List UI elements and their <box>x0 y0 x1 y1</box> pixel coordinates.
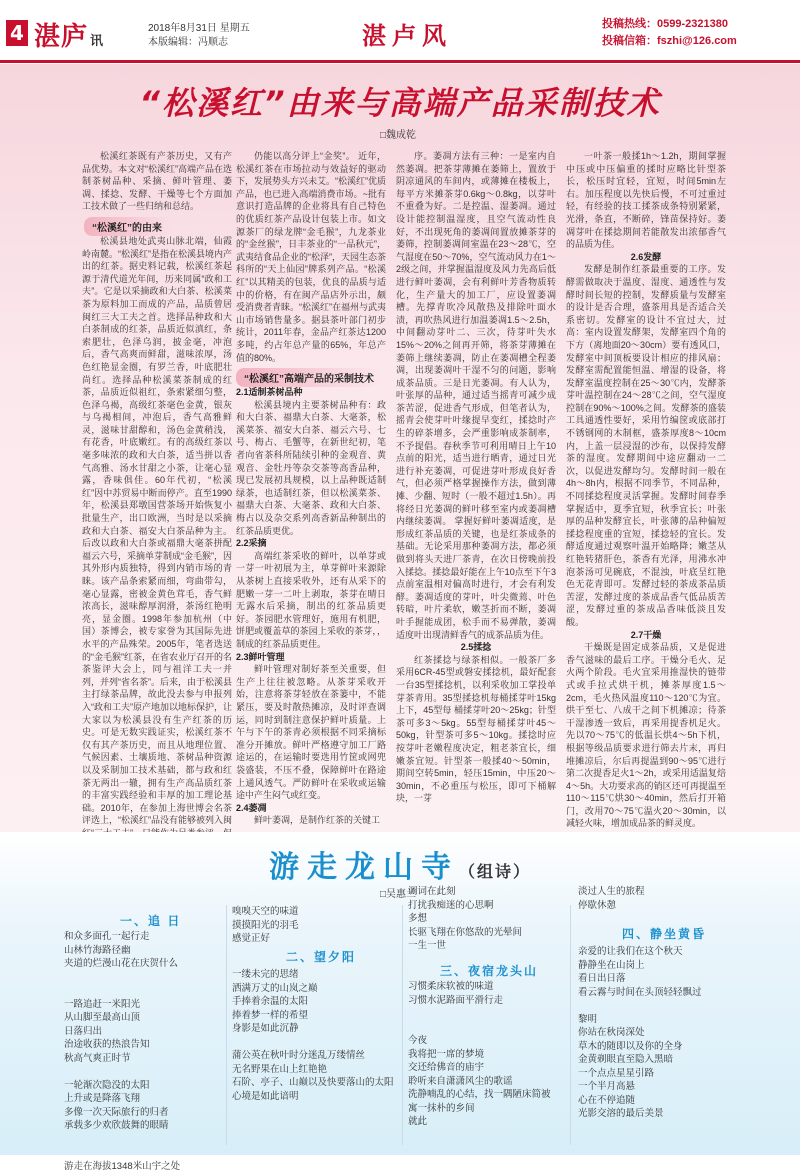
subheading-2-2: 2.2采摘 <box>236 538 267 549</box>
subheading-2-6: 2.6发酵 <box>630 251 662 262</box>
header-rule <box>0 60 800 63</box>
paragraph: 鲜叶管理对制好茶至关重要，但生产上往往被忽略。从茶芽采收开始，注意将茶芽轻放在茶篓中，不能紧压，要及时散热摊凉，及时评查调运，同时到制注意保护鲜叶质量。上午与下午的茶青必须根据不同采摘标准分开摊放。鲜叶严格遵守加工厂路途运的，在运输时要选用竹筐或网兜袋盛装，不压不叠，保障鲜叶在路途上通风透气。严防鲜叶在采收或运输途中产生闷气或红变。 <box>236 664 386 801</box>
poem-stanza-4a: 淡过人生的旅程 停歇休憩 <box>578 886 645 911</box>
section-title: 湛卢风 <box>362 21 452 50</box>
poem-stanza-2b: 一缕未完的思绪 洒满万丈的山岚之巅 手捧着余温的太阳 捧着梦一样的希望 身影是如此沉静 蒲公英在秋叶时分迷乱万缕情丝 无名野果在山上红艳艳 石阶、亭子、山巅以及快要落山的太阳 心境是如此谙明 <box>232 969 394 1102</box>
poem-heading-2: 二、望夕阳 <box>286 950 357 964</box>
article-author: □魏成乾 <box>380 130 417 141</box>
issue-meta <box>148 22 250 50</box>
paragraph: 松溪县地处武夷山脉北端，仙霞岭南麓。“松溪红”是指在松溪县境内产出的红茶。据史料记载，松溪红茶起源于清代道光年间，历来同属“政和工夫”。它是以采摘政和大白茶、松溪菜茶为原料加工而成的产品，品质曾居闽红三大工夫之首。选择品种政和大白茶制成的红茶，品质近似滇红，条索肥壮，色泽乌润，披金毫，冲泡后，香气高爽而鲜甜，滋味浓厚，汤色红艳显金圈，有罗兰香，叶底肥壮尚红。选择品种松溪菜茶制成的红茶，品质近似祖红，条索紧细匀整，色泽乌褐，高级红茶毫色金黄，银灰与乌褐相间，冲泡后，香气高雅鲜灵，滋味甘甜醇和，汤色金黄稍浅，有花香，叶底嫩红。有的高级红茶以毫多味浓的政和大白茶，适当拼以香气高雅、汤水甘甜之小茶，让毫心显露，香味俱佳。60年代初，“松溪红”因中苏贸易中断而停产。直至1990年，松溪县郑墩国营茶场开始恢复小批量生产，出口欧洲，当时是以采摘政和大白茶、福安大白茶品种为主。后改以政和大白茶或福鼎大毫茶拼配福云六号，采摘单芽制成“金毛猴”，因其外形内质独特，得到内销市场的青睐。该产品条索紧而细，弯曲带勾，毫心显露，密被金黄色茸毛，香气鲜浓高长，滋味醇厚润滑，茶汤红艳明亮，显金圈。1998年参加杭州（中国）茶博会，被专家誉为其国际先进水平的产品殊荣。2005年，笔者选送的“金毛猴”红茶，在省农业厅召开的名茶鉴评大会上，同与祖洋工夫一并列，并列“省名茶”。后来，由于松溪县主打绿茶品牌，故此没去参与申报列入“政和工夫”原产地加以地标保护，让大家以为松溪县没有生产红茶的历史。可是无数实践证实，松溪红茶不仅有其产茶历史，而且从地理位置、气候因素、土壤质地、茶树品种资源以及采制加工技术基础，都与政和红茶无两出一辙，拥有生产高品质红茶的丰富实践经验和丰厚的加工理论基础。2010年，在参加上海世博会名茶评选上，“松溪红”品没有能够被列入闽 <box>82 235 232 826</box>
hotline-number: 0599-2321380 <box>657 18 728 30</box>
poem-stanza-3b: 习惯柔床软被的味道 习惯水泥路面平滑行走 今夜 我将把一席的梦境 交还给佛音的庙宇 聆听来自潇潇风尘的歌谣 洗静喃乱的心结，找一隅陋床简被 寓一抹朴的乡间 就此 <box>408 981 551 1127</box>
subheading-2-5: 2.5揉捻 <box>460 642 492 653</box>
origin-heading-wrap <box>82 213 232 235</box>
paragraph: 发酵是制作红茶最重要的工序。发酵需做取决于温度、湿度、通透性与发酵时间长短的控制，发酵质量与发酵室的设计是否合理，盛茶用具是否适合关系密切。发酵室的设计不宜过大，过高：室内设置发酵架，发酵室四个角的下方（离地面20～30cm）要有透风口，发酵室中间顶板要设计相应的排风扇；发酵室需配置能恒温、增湿的设备，将发酵室温度控制在25～30℃内，发酵茶芽叶温控制在24～28℃之间，空气湿度控制在90%～100%之间。发酵茶的盛装工具通透性要好，采用竹编筐或底部打不锈钢网的木制框，盛茶厚度8～10cm内，上盖一层浸湿的沙布，以保持发酵茶的湿度。发酵期间中途应翻动一二次，以促进发酵均匀。发酵时间一般在4h～8h内，根据不同季节，不同品种，不同揉捻程度灵活掌握。发酵时间春季掌握适中，夏季宜短，秋季宜长；叶张厚的品种发酵宜长，叶张薄的品种偏短揉捻程度重的宜短，揉捻轻的宜长。发酵适度通过观察叶温开始略降；嫩茎从红艳转猪肝色，茶香有光泽，用沸水冲泡茶汤可见碗底，不混浊，叶底呈红艳色无花青即可。发酵过轻的茶成茶品质苦涩，发酵过度的茶成品香气低品质苦涩，发酵过重的茶成品香味低淡且发酸。 <box>566 264 726 627</box>
poem-divider <box>402 905 403 1145</box>
article-column-2 <box>236 150 386 826</box>
paragraph: 高端红茶采收的鲜叶，以单芽或一芽一叶初展为主，单芽鲜叶来源除从茶树上直接采收外，还有从采下的肥嫩一芽一二叶上剥取，茶芽在晴日无露水后采摘，制出的红茶品质更好。茶园肥水管理好，施用有机肥，饼肥或覆盖草的茶园上采收的茶芽，，制成的红茶品质更佳。 <box>236 550 386 649</box>
issue-date: 2018年8月31日 星期五 <box>148 23 250 34</box>
email-label: 投稿信箱： <box>602 35 657 47</box>
article-column-3 <box>396 150 556 820</box>
paragraph: 松溪红茶既有产茶历史，又有产品优势。本文对“松溪红”高端产品在选制茶树品种、采摘、鲜叶管理、萎凋、揉捻、发酵、干燥等七个方面加工技术做了一些归纳和总结。 <box>82 151 232 212</box>
article-column-1 <box>82 150 232 826</box>
poem-title-wrap <box>0 842 800 886</box>
paragraph: 干燥既是固定成茶品质，又是促进香气滋味的最后工序。干燥分毛火、足火两个阶段。毛火宜采用推湿快的链带式或手拉式烘干机，摊茶厚度1.5～2cm，毛火热风温度110～120℃为宜。烘干至七、八成干之间下机摊凉；待茶干湿渗透一致后，再采用提香机足火。先以70～75℃的低温长烘4～5h下机，根据等级品质要求进行筛去片末，再归堆摊凉后，尔后再提温到90～95℃进行第二次提香足火1～2h，或采用适温复焙4～5h。大功要求高的销区还可再提温至110～115℃烘30～40min，然后打开箱门，改用70～75℃温火20～30min，以减轻火味，增加成品茶的鲜灵度。 <box>566 642 726 829</box>
logo-text: 湛庐 <box>34 22 89 52</box>
page-header <box>0 0 800 70</box>
subheading-2-3: 2.3鲜叶管理 <box>236 651 285 662</box>
poem-heading-1: 一、追 日 <box>120 914 182 928</box>
poem-author: □吴惠兰 <box>380 889 417 900</box>
poem-stanza-2a: 嗅嗅天空的味道 摸摸阳光的羽毛 感觉正好 <box>232 906 299 944</box>
email-address[interactable]: fszhi@126.com <box>657 35 737 47</box>
paragraph: 一叶茶一般揉1h～1.2h，期间掌握中压或中压偏重的揉时应略比针型茶长，松压时宜轻，宜短，时间5min左右。加压程度以先快后慢，不可过重过轻，有经验的技工揉茶成条特别紧紧，光滑，条直，不断碎，锋苗保持好。萎凋芽叶在揉捻期间若能散发出浓郁香气的品质为佳。 <box>566 151 726 250</box>
article-column-4 <box>566 150 726 829</box>
tech-heading-wrap <box>236 364 386 386</box>
poem-title: 游走龙山寺 <box>268 850 459 885</box>
poem-divider <box>226 905 227 1145</box>
contact-box <box>602 16 737 50</box>
poem-divider <box>570 905 571 1145</box>
issue-editor: 本版编辑：冯顺志 <box>148 37 228 48</box>
paragraph: 鲜叶萎凋，是制作红茶的关键工 <box>254 815 381 826</box>
article-title: “松溪红”由来与高端产品采制技术 <box>139 84 661 122</box>
page-number: 4 <box>6 20 28 46</box>
newspaper-logo <box>34 16 104 53</box>
subheading-2-1: 2.1适制茶树品种 <box>236 387 303 398</box>
hotline-label: 投稿热线： <box>602 18 657 30</box>
poem-stanza-4b: 亲爱的让我们在这个秋天 静静坐在山岗上 看日出日落 看云霧与时间在头顶轻轻飘过 黎明 你站在秋岗深处 草木的随即以及你的全身 金黄剃眼直至隐入黑暗 一个点点星星引路 一个半月高悬 心在不停追随 光影交溶的最后美景 <box>578 946 702 1119</box>
logo-suffix: 讯 <box>90 34 105 49</box>
section-heading-tech: “松溪红”高端产品的采制技术 <box>236 368 382 387</box>
paragraph: 序。萎凋方法有三种：一是室内自然萎凋。把茶芽薄摊在萎筛上，置放于阴凉通风的车间内，或薄摊在楼板上，每平方米摊茶芽0.6kg～0.8kg，以芽叶不重叠为好。二是控温、湿萎凋。通过设计能控制温湿度，且空气流动性良好，不出现死角的萎凋间置放摊茶芽的萎筛，控制萎凋间室温在23～28℃，空气湿度在50～70%，空气流动风力在1～2级之间，并掌握温湿度及风力先高后低进行鲜叶萎凋，会有利鲜叶芳香物质转化，生产量大的加工厂，应设置萎凋槽。先撑青吹冷风散热及排除叶面水渍，再吹热风进行加温萎凋1.5～2.5h，中间翻动芽叶二、三次，待芽叶失水15%～20%之间再开筛，将茶芽薄摊在萎筛上继续萎凋，防止在萎凋槽全程萎凋，出现萎凋叶干湿不匀的问题，影响成茶品质。三是日光萎凋。有人认为，叶张厚的品种，通过适当摇青可减少成茶苦涩，促进香气形成，但笔者认为，摇青会使芽叶叶缘提早变红，揉捻时产生的碎茶增多，会严重影响成茶制率，不予提倡。春秋季节可利用晴日上午10点前的阳光，适当进行晒青，通过日光进行补充萎凋，可促进芽叶形成良好香气，但必须严格掌握操作方法，做到薄摊、少翻、短时（一般不超过1.5h）。再将经日光萎凋的鲜叶移至室内或萎凋槽内继续萎凋。 掌握好鲜叶萎凋适度，是形成红茶品质的关键，也是红茶成条的基础。无论采用那种萎凋方法，都必须做到将头天进厂茶青，在次日傍晚前投入揉捻。揉捻最好能在上午10点至下午3点前室温相对偏高时进行，才会有利发酵。萎凋适度的芽叶，叶尖微蔫、叶色转暗，叶片柔软，嫩茎折而不断，萎凋叶手握能成团，松手而不易弹散，萎凋适度叶出现清鲜香气的成茶品质为佳。 <box>396 151 556 640</box>
poem-heading-4: 四、静坐黄昏 <box>622 927 707 941</box>
paragraph: 仍能以高分评上“金奖”。 近年，松溪红茶在市场拉动与效益好的驱动下，发展势头方兴未艾。“松溪红”优质产品，也已进入高端消费市场。~批有意识打造品牌的企业将具有自己特色的优质红茶产品设计包装上市。如文源茶厂的绿龙牌“金毛猴”，九龙茶业的“金丝猴”，日丰茶业的“一品秋元”，武夷结食品企业的“松泽”，天园生态茶科所的“天上仙园”牌系列产品。“松溪红”以其精美的包装，优良的品质与适中的价格，有在闽产品店外示出，颇受消费者青睐。“松溪红”在福州与武夷山市场销售量多。据县茶叶部门初步统计，2011年春，金品产红茶达1200多吨，约占年总产量的65%，年总产值的80%。 <box>236 151 386 363</box>
paragraph: 红茶揉捻与绿茶相似。一般茶厂多采用6CR-45型或磐安揉捻机，最好配套一台35型揉捻机，以利采收加工掌投单芽茶青用。35型揉捻机每桶揉芽叶15kg上下，45型每 桶揉芽叶20～25kg；针型茶可多3～5kg。55型每桶揉芽叶45～50kg，针型茶可多5～10kg。揉捻时应按芽叶老嫩程度决定，粗老茶宜长，细嫩茶宜短。针型茶一般揉40～50min，期间空转5min，轻压15min，中压20～30min，不必重压与松压，即可下桶解块，一芽 <box>396 654 556 804</box>
subheading-2-4: 2.4萎凋 <box>236 802 267 813</box>
poem-stanza-1: 和众多面孔一起行走 山林竹海路径幽 夹道的烂漫山花在庆贺什么 一路追赶一米阳光 从山脚至最高山顶 日落归出 治途收获的热浪告知 秋高气爽正时节 一轮渐次隐没的太阳 上升或是降落飞翔 多像一次天际旅行的归者 承载多少欢欣鼓舞的眼睛 游走在海拔1348米山宇之处 <box>64 931 181 1172</box>
poem-stanza-3a: 调词在此刻 打扰我痴迷的心思啊 多想 长驱飞翔在你悠敌的光晕间 一生一世 <box>408 886 523 951</box>
poem-heading-3: 三、夜宿龙头山 <box>440 964 539 978</box>
poem-subtitle: （组诗） <box>458 862 531 881</box>
subheading-2-7: 2.7干燥 <box>630 629 662 640</box>
section-heading-origin: “松溪红”的由来 <box>84 217 170 236</box>
paragraph: 松溪县境内主要茶树品种有：政和大白茶、福鼎大白茶、大毫茶，松溪菜茶、福安大白茶、福云六号、七号、梅占、毛蟹等，在新世纪初，笔者向省茶科所陆续引种的金观音、黄观音、金牡丹等杂交茶等高香品种，现已发展初具规模，以上品种既适制绿茶，也适制红茶，但以松溪菜茶、福鼎大白茶、大毫茶、政和大白茶、梅占以及杂交系列高香新品种制出的红茶品质更优。 <box>236 399 386 536</box>
